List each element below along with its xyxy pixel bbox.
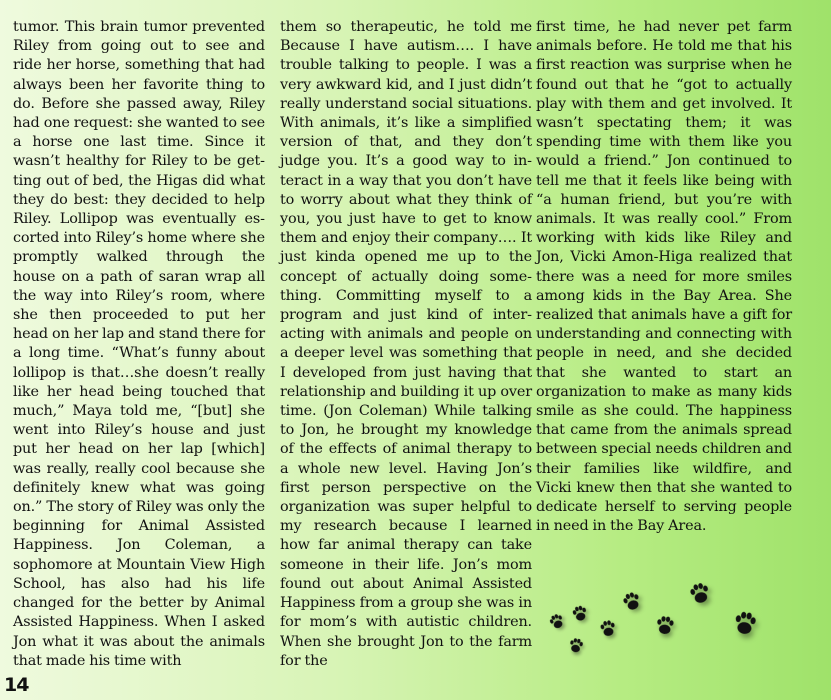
paw-print-icon: [734, 611, 757, 635]
text-column-2: them so therapeutic, he told me Because I have autism…. I have trouble talking to people. I was a very awkward kid, and I just didn’t really understand social situations. With animals, it’s like a simplified version of that, and they don’t judge you. It’s a good way to interact in a way that you don’t have to worry about what they think of you, you just have to get to know them and enjoy their company…. It just kinda opened me up to the concept of actually doing something. Committing myself to a program and just kind of interacting with animals and people on a deeper level was something that I developed from just having that relationship and building it up over time. (Jon Coleman) While talking to Jon, he brought my knowledge of the effects of animal therapy to a whole new level. Having Jon’s first person perspective on the organization was super helpful to my research because I learned how far animal therapy can take someone in their life. Jon’s mom found out about Animal Assisted Happiness from a group she was in for mom’s with autistic children. When she brought Jon to the farm for the: [280, 19, 532, 669]
paw-print-icon: [656, 616, 674, 635]
paw-print-icon: [622, 591, 642, 612]
paw-print-icon: [600, 620, 617, 638]
paw-print-icon: [572, 605, 589, 622]
paw-print-icon: [689, 581, 711, 604]
paw-print-icon: [569, 638, 584, 654]
paw-prints-decoration: [540, 574, 790, 684]
text-column-1: tumor. This brain tumor prevented Riley from going out to see and ride her horse, something that had always been her favorite thing to do. Before she passed away, Riley had one request: she wanted to see a horse one last time. Since it wasn’t healthy for Riley to be getting out of bed, the Higas did what they do best: they decided to help Riley. Lollipop was eventually escorted into Riley’s home where she promptly walked through the house on a path of saran wrap all the way into Riley’s room, where she then proceeded to put her head on her lap and stand there for a long time. “What’s funny about lollipop is that…she doesn’t really like her head being touched that much,” Maya told me, “[but] she went into Riley’s house and just put her head on her lap [which] was really, really cool because she definitely knew what was going on.” The story of Riley was only the beginning for Animal Assisted Happiness. Jon Coleman, a sophomore at Mountain View High School, has also had his life changed for the better by Animal Assisted Happiness. When I asked Jon what it was about the animals that made his time with: [13, 19, 265, 669]
page-number: 14: [4, 674, 29, 696]
text-column-3: first time, he had never pet farm animals before. He told me that his first reaction was surprise when he found out that he “got to actually play with them and get involved. It wasn’t spectating them; it was spending time with them like you would a friend.” Jon continued to tell me that it feels like being with “a human friend, but you’re with animals. It was really cool.” From working with kids like Riley and Jon, Vicki Amon-Higa realized that there was a need for more smiles among kids in the Bay Area. She realized that animals have a gift for understanding and connecting with people in need, and she decided that she wanted to start an organization to make as many kids smile as she could. The happiness that came from the animals spread between special needs children and their families like wildfire, and Vicki knew then that she wanted to dedicate herself to serving people in need in the Bay Area.: [536, 19, 792, 535]
paw-print-icon: [548, 613, 565, 631]
